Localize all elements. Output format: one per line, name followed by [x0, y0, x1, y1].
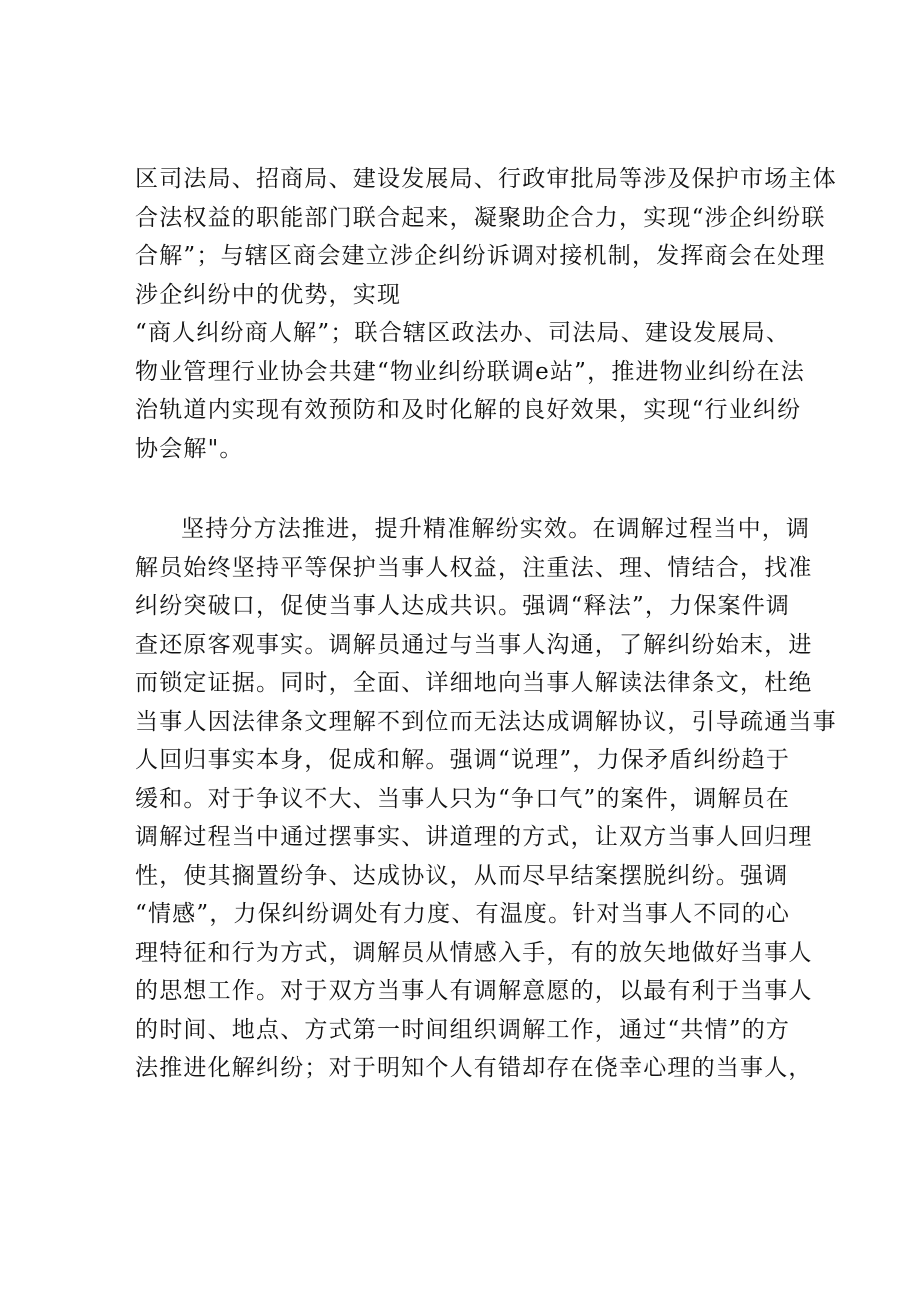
paragraph-1	[135, 160, 837, 468]
text-line: 解员始终坚持平等保护当事人权益，注重法、理、情结合，找准	[135, 554, 813, 581]
text-line: 查还原客观事实。调解员通过与当事人沟通，了解纠纷始末，进	[135, 631, 813, 658]
text-line: 坚持分方法推进，提升精准解纷实效。在调解过程当中，调	[181, 516, 811, 542]
text-line: 的思想工作。对于双方当事人有调解意愿的，以最有利于当事人	[135, 978, 813, 1004]
text-line: 缓和。对于争议不大、当事人只为“争口气”的案件，调解员在	[135, 785, 791, 812]
text-line: 法推进化解纠纷；对于明知个人有错却存在侥幸心理的当事人，	[135, 1055, 813, 1081]
text-line: 物业管理行业协会共建“物业纠纷联调e站”，推进物业纠纷在法	[135, 358, 805, 385]
text-line: 性，使其搁置纷争、达成协议，从而尽早结案摆脱纠纷。强调	[135, 862, 789, 889]
text-line: 合法权益的职能部门联合起来，凝聚助企合力，实现“涉企纠纷联	[135, 204, 826, 231]
text-line: 而锁定证据。同时，全面、详细地向当事人解读法律条文，杜绝	[135, 670, 813, 696]
text-line: “情感”，力保纠纷调处有力度、有温度。针对当事人不同的心	[135, 901, 791, 927]
text-line: 区司法局、招商局、建设发展局、行政审批局等涉及保护市场主体	[135, 166, 837, 192]
text-line: 涉企纠纷中的优势，实现	[135, 281, 402, 308]
text-line: 理特征和行为方式，调解员从情感入手，有的放矢地做好当事人	[135, 939, 813, 966]
text-line: 合解”；与辖区商会建立涉企纠纷诉调对接机制，发挥商会在处理	[135, 243, 826, 269]
text-line: 的时间、地点、方式第一时间组织调解工作，通过“共情”的方	[135, 1016, 791, 1043]
text-line: 纠纷突破口，促使当事人达成共识。强调“释法”，力保案件调	[135, 593, 791, 619]
text-line: 调解过程当中通过摆事实、讲道理的方式，让双方当事人回归理	[135, 824, 813, 850]
paragraph-2	[135, 510, 837, 1088]
text-line: 人回归事实本身，促成和解。强调“说理”，力保矛盾纠纷趋于	[135, 747, 791, 773]
text-line: 当事人因法律条文理解不到位而无法达成调解协议，引导疏通当事	[135, 708, 837, 735]
text-line: 协会解"。	[135, 435, 244, 462]
text-line: “商人纠纷商人解”；联合辖区政法办、司法局、建设发展局、	[135, 320, 791, 346]
text-line: 治轨道内实现有效预防和及时化解的良好效果，实现“行业纠纷	[135, 397, 802, 423]
